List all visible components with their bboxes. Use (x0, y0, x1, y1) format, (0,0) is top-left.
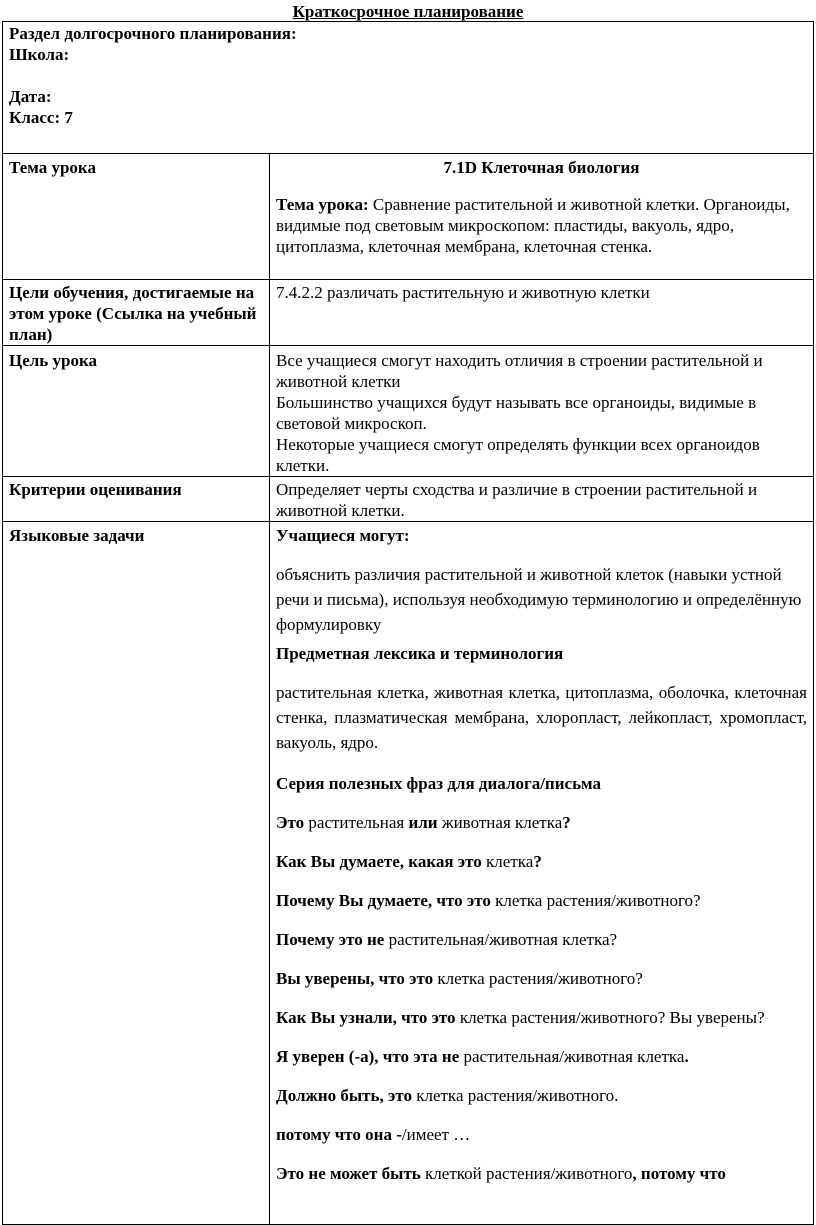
section-label: Раздел долгосрочного планирования: (9, 24, 297, 43)
phrase-8-a: Должно быть, это (276, 1086, 412, 1105)
phrase-10-a: Это не может быть (276, 1164, 421, 1183)
phrase-2-c: ? (533, 852, 542, 871)
aim-line-2: Большинство учащихся будут называть все органоиды, видимые в световой микроскоп. (276, 393, 757, 433)
phrase-5 (276, 968, 807, 989)
phrase-7-b: растительная/животная клетка (459, 1047, 685, 1066)
language-row (3, 522, 814, 1225)
phrase-1 (276, 812, 807, 833)
phrase-3-b: клетка растения/животного? (490, 891, 701, 910)
phrase-10 (276, 1163, 807, 1184)
vocab-text: растительная клетка, животная клетка, цитоплазма, оболочка, клеточная стенка, плазматическая мембрана, хлоропласт, лейкопласт, хромопласт, вакуоль, ядро. (276, 683, 807, 752)
criteria-label: Критерии оценивания (3, 477, 270, 522)
phrase-2-b: клетка (481, 852, 534, 871)
phrase-7-c: . (684, 1047, 689, 1066)
students-can-label: Учащиеся могут: (276, 526, 410, 545)
phrase-6-a: Как Вы узнали, что это (276, 1008, 456, 1027)
goals-label: Цели обучения, достигаемые на этом уроке (Ссылка на учебный план) (3, 280, 270, 346)
topic-description (276, 194, 807, 257)
aim-row (3, 346, 814, 477)
phrase-9-a: потому что она - (276, 1125, 402, 1144)
phrase-4 (276, 929, 807, 950)
phrase-5-a: Вы уверены, что это (276, 969, 434, 988)
phrase-8 (276, 1085, 807, 1106)
criteria-text: Определяет черты сходства и различие в строении растительной и животной клетки. (270, 477, 814, 522)
lesson-plan-table (2, 21, 814, 1225)
phrase-1-a: Это (276, 813, 305, 832)
page-title: Краткосрочное планирование (292, 2, 524, 21)
phrase-1-b: растительная (304, 813, 409, 832)
phrase-9 (276, 1124, 807, 1145)
phrase-2-a: Как Вы думаете, какая это (276, 852, 482, 871)
phrase-4-a: Почему это не (276, 930, 385, 949)
school-label: Школа: (9, 45, 70, 64)
phrase-7 (276, 1046, 807, 1067)
phrase-10-c: , потому что (632, 1164, 726, 1183)
aim-label: Цель урока (3, 346, 270, 477)
language-label: Языковые задачи (3, 522, 270, 1225)
aim-line-1: Все учащиеся смогут находить отличия в строении растительной и животной клетки (276, 351, 763, 391)
vocab-title: Предметная лексика и терминология (276, 644, 564, 663)
topic-description-label: Тема урока: (276, 195, 369, 214)
topic-label: Тема урока (3, 154, 270, 280)
topic-row (3, 154, 814, 280)
phrase-8-b: клетка растения/животного. (411, 1086, 619, 1105)
phrase-5-b: клетка растения/животного? (433, 969, 643, 988)
phrase-1-e: ? (562, 813, 571, 832)
class-label: Класс: 7 (9, 108, 73, 127)
criteria-row (3, 477, 814, 522)
phrase-9-b: /имеет … (401, 1125, 471, 1144)
phrase-2 (276, 851, 807, 872)
header-row (3, 22, 814, 154)
phrases-title: Серия полезных фраз для диалога/письма (276, 774, 602, 793)
phrase-10-b: клеткой растения/животного (420, 1164, 633, 1183)
phrase-4-b: растительная/животная клетка? (384, 930, 618, 949)
date-label: Дата: (9, 87, 52, 106)
explain-text: объяснить различия растительной и животной клеток (навыки устной речи и письма), используя необходимую терминологию и определённую формулировку (276, 565, 802, 634)
phrase-3-a: Почему Вы думаете, что это (276, 891, 491, 910)
topic-description-text: Сравнение растительной и животной клетки. Органоиды, видимые под световым микроскопом: пластиды, вакуоль, ядро, цитоплазма, клеточная мембрана, клеточная стенка. (276, 195, 790, 256)
phrase-6 (276, 1007, 807, 1028)
phrase-7-a: Я уверен (-а), что эта не (276, 1047, 460, 1066)
goals-text: 7.4.2.2 различать растительную и животную клетки (270, 280, 814, 346)
aim-line-3: Некоторые учащиеся смогут определять функции всех органоидов клетки. (276, 435, 760, 475)
phrase-1-d: животная клетка (437, 813, 563, 832)
phrase-1-c: или (408, 813, 438, 832)
topic-heading: 7.1D Клеточная биология (443, 158, 640, 177)
goals-row (3, 280, 814, 346)
phrase-6-b: клетка растения/животного? Вы уверены? (455, 1008, 765, 1027)
phrase-3 (276, 890, 807, 911)
